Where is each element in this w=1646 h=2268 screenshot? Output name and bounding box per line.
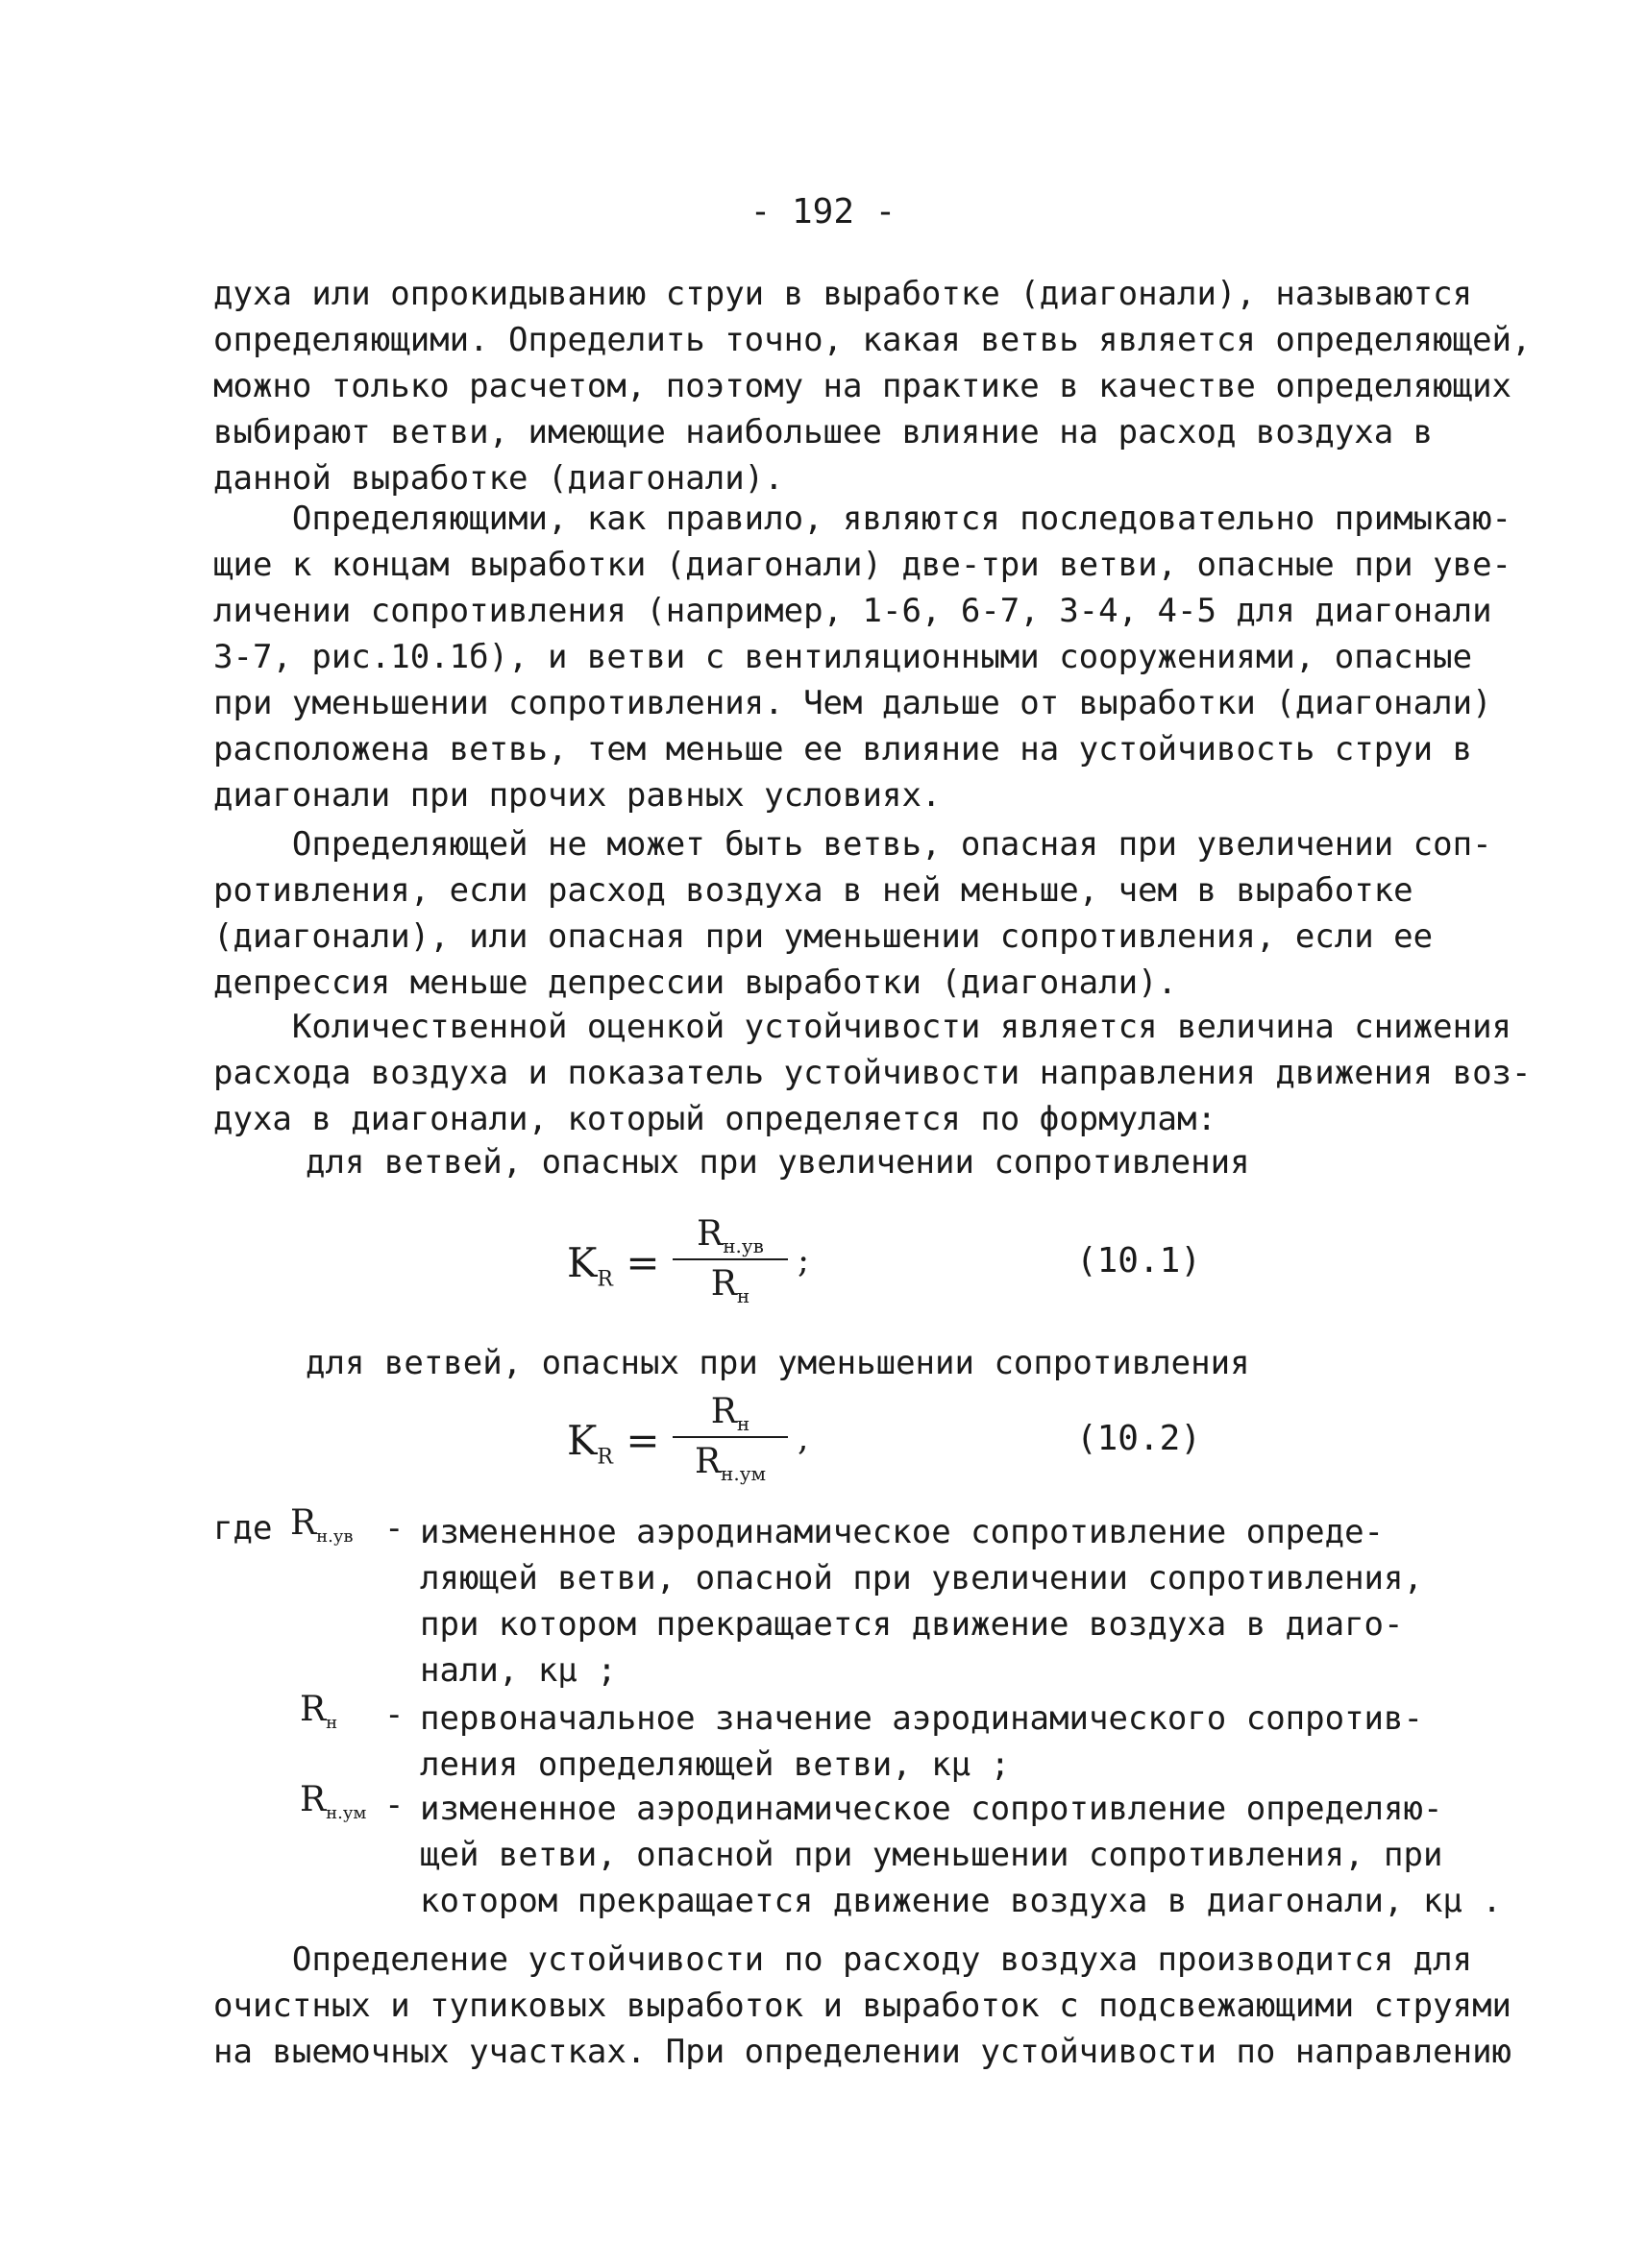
symbol: $R_{н.ум}$: [300, 1780, 367, 1824]
definition-text: измененное аэродинамическое сопротивление опреде- ляющей ветви, опасной при увеличении сопротивления, при котором прекращается движение воздуха в диаго- нали, кμ ;: [420, 1513, 1423, 1690]
formula-label: (10.1): [1075, 1241, 1201, 1280]
fraction-bar: [673, 1258, 788, 1260]
definition-item: [213, 1503, 1482, 1695]
formula-lhs: $K_R$ =: [567, 1239, 660, 1292]
formula-numerator: $R_н$: [710, 1392, 750, 1436]
definition-text: измененное аэродинамическое сопротивление определяю- щей ветви, опасной при уменьшении сопротивления, при котором прекращается движение воздуха в диагонали, кμ .: [420, 1790, 1502, 1920]
formula-fraction: [673, 1212, 788, 1306]
formula-1-caption: для ветвей, опасных при увеличении сопротивления: [306, 1143, 1250, 1182]
formula-numerator: $R_{н.ув}$: [697, 1214, 764, 1258]
formula-denominator: $R_{н.ум}$: [694, 1442, 767, 1486]
definition-dash: -: [384, 1695, 405, 1734]
symbol: $R_{н.ув}$: [290, 1503, 354, 1548]
definition-item: [213, 1690, 1482, 1786]
formula-fraction: [673, 1390, 788, 1484]
paragraph-3: Определяющей не может быть ветвь, опасная при увеличении соп- ротивления, если расход воздуха в ней меньше, чем в выработке (диагонали), или опасная при уменьшении сопротивления, если ее депрессия меньше депрессии выработки (диагонали).: [213, 825, 1492, 1002]
formula-lhs: $K_R$ =: [567, 1417, 660, 1470]
definition-item: [213, 1780, 1502, 1924]
formula-10-1: [567, 1212, 1259, 1308]
paragraph-4: Количественной оценкой устойчивости является величина снижения расхода воздуха и показатель устойчивости направления движения воз- духа в диагонали, который определяется по формулам:: [213, 1008, 1532, 1138]
formula-punct: ,: [798, 1419, 809, 1458]
fraction-bar: [673, 1436, 788, 1438]
page-number: - 192 -: [749, 192, 897, 232]
definition-dash: -: [384, 1786, 405, 1824]
formula-punct: ;: [798, 1241, 810, 1280]
where-label: где: [213, 1509, 273, 1548]
formula-2-caption: для ветвей, опасных при уменьшении сопротивления: [306, 1344, 1250, 1382]
definition-dash: -: [384, 1509, 405, 1548]
paragraph-2: Определяющими, как правило, являются последовательно примыкаю- щие к концам выработки (диагонали) две-три ветви, опасные при уве- личении сопротивления (например, 1-6, 6-7, 3-4, 4-5 для диагонали 3-7, рис.10.1б), и ветви с вентиляционными сооружениями, опасные при уменьшении сопротивления. Чем дальше от выработки (диагонали) расположена ветвь, тем меньше ее влияние на устойчивость струи в диагонали при прочих равных условиях.: [213, 500, 1512, 815]
paragraph-1: духа или опрокидыванию струи в выработке (диагонали), называются определяющими. Определить точно, какая ветвь является определяющей, можно только расчетом, поэтому на практике в качестве определяющих выбирают ветви, имеющие наибольшее влияние на расход воздуха в данной выработке (диагонали).: [213, 275, 1532, 498]
definition-text: первоначальное значение аэродинамического сопротив- ления определяющей ветви, кμ ;: [420, 1699, 1423, 1784]
paragraph-last: Определение устойчивости по расходу воздуха производится для очистных и тупиковых выработок и выработок с подсвежающими струями на выемочных участках. При определении устойчивости по направлению: [213, 1940, 1512, 2071]
formula-10-2: [567, 1390, 1259, 1486]
formula-label: (10.2): [1075, 1419, 1201, 1458]
formula-denominator: $R_н$: [710, 1264, 750, 1308]
symbol: $R_н$: [300, 1690, 338, 1734]
